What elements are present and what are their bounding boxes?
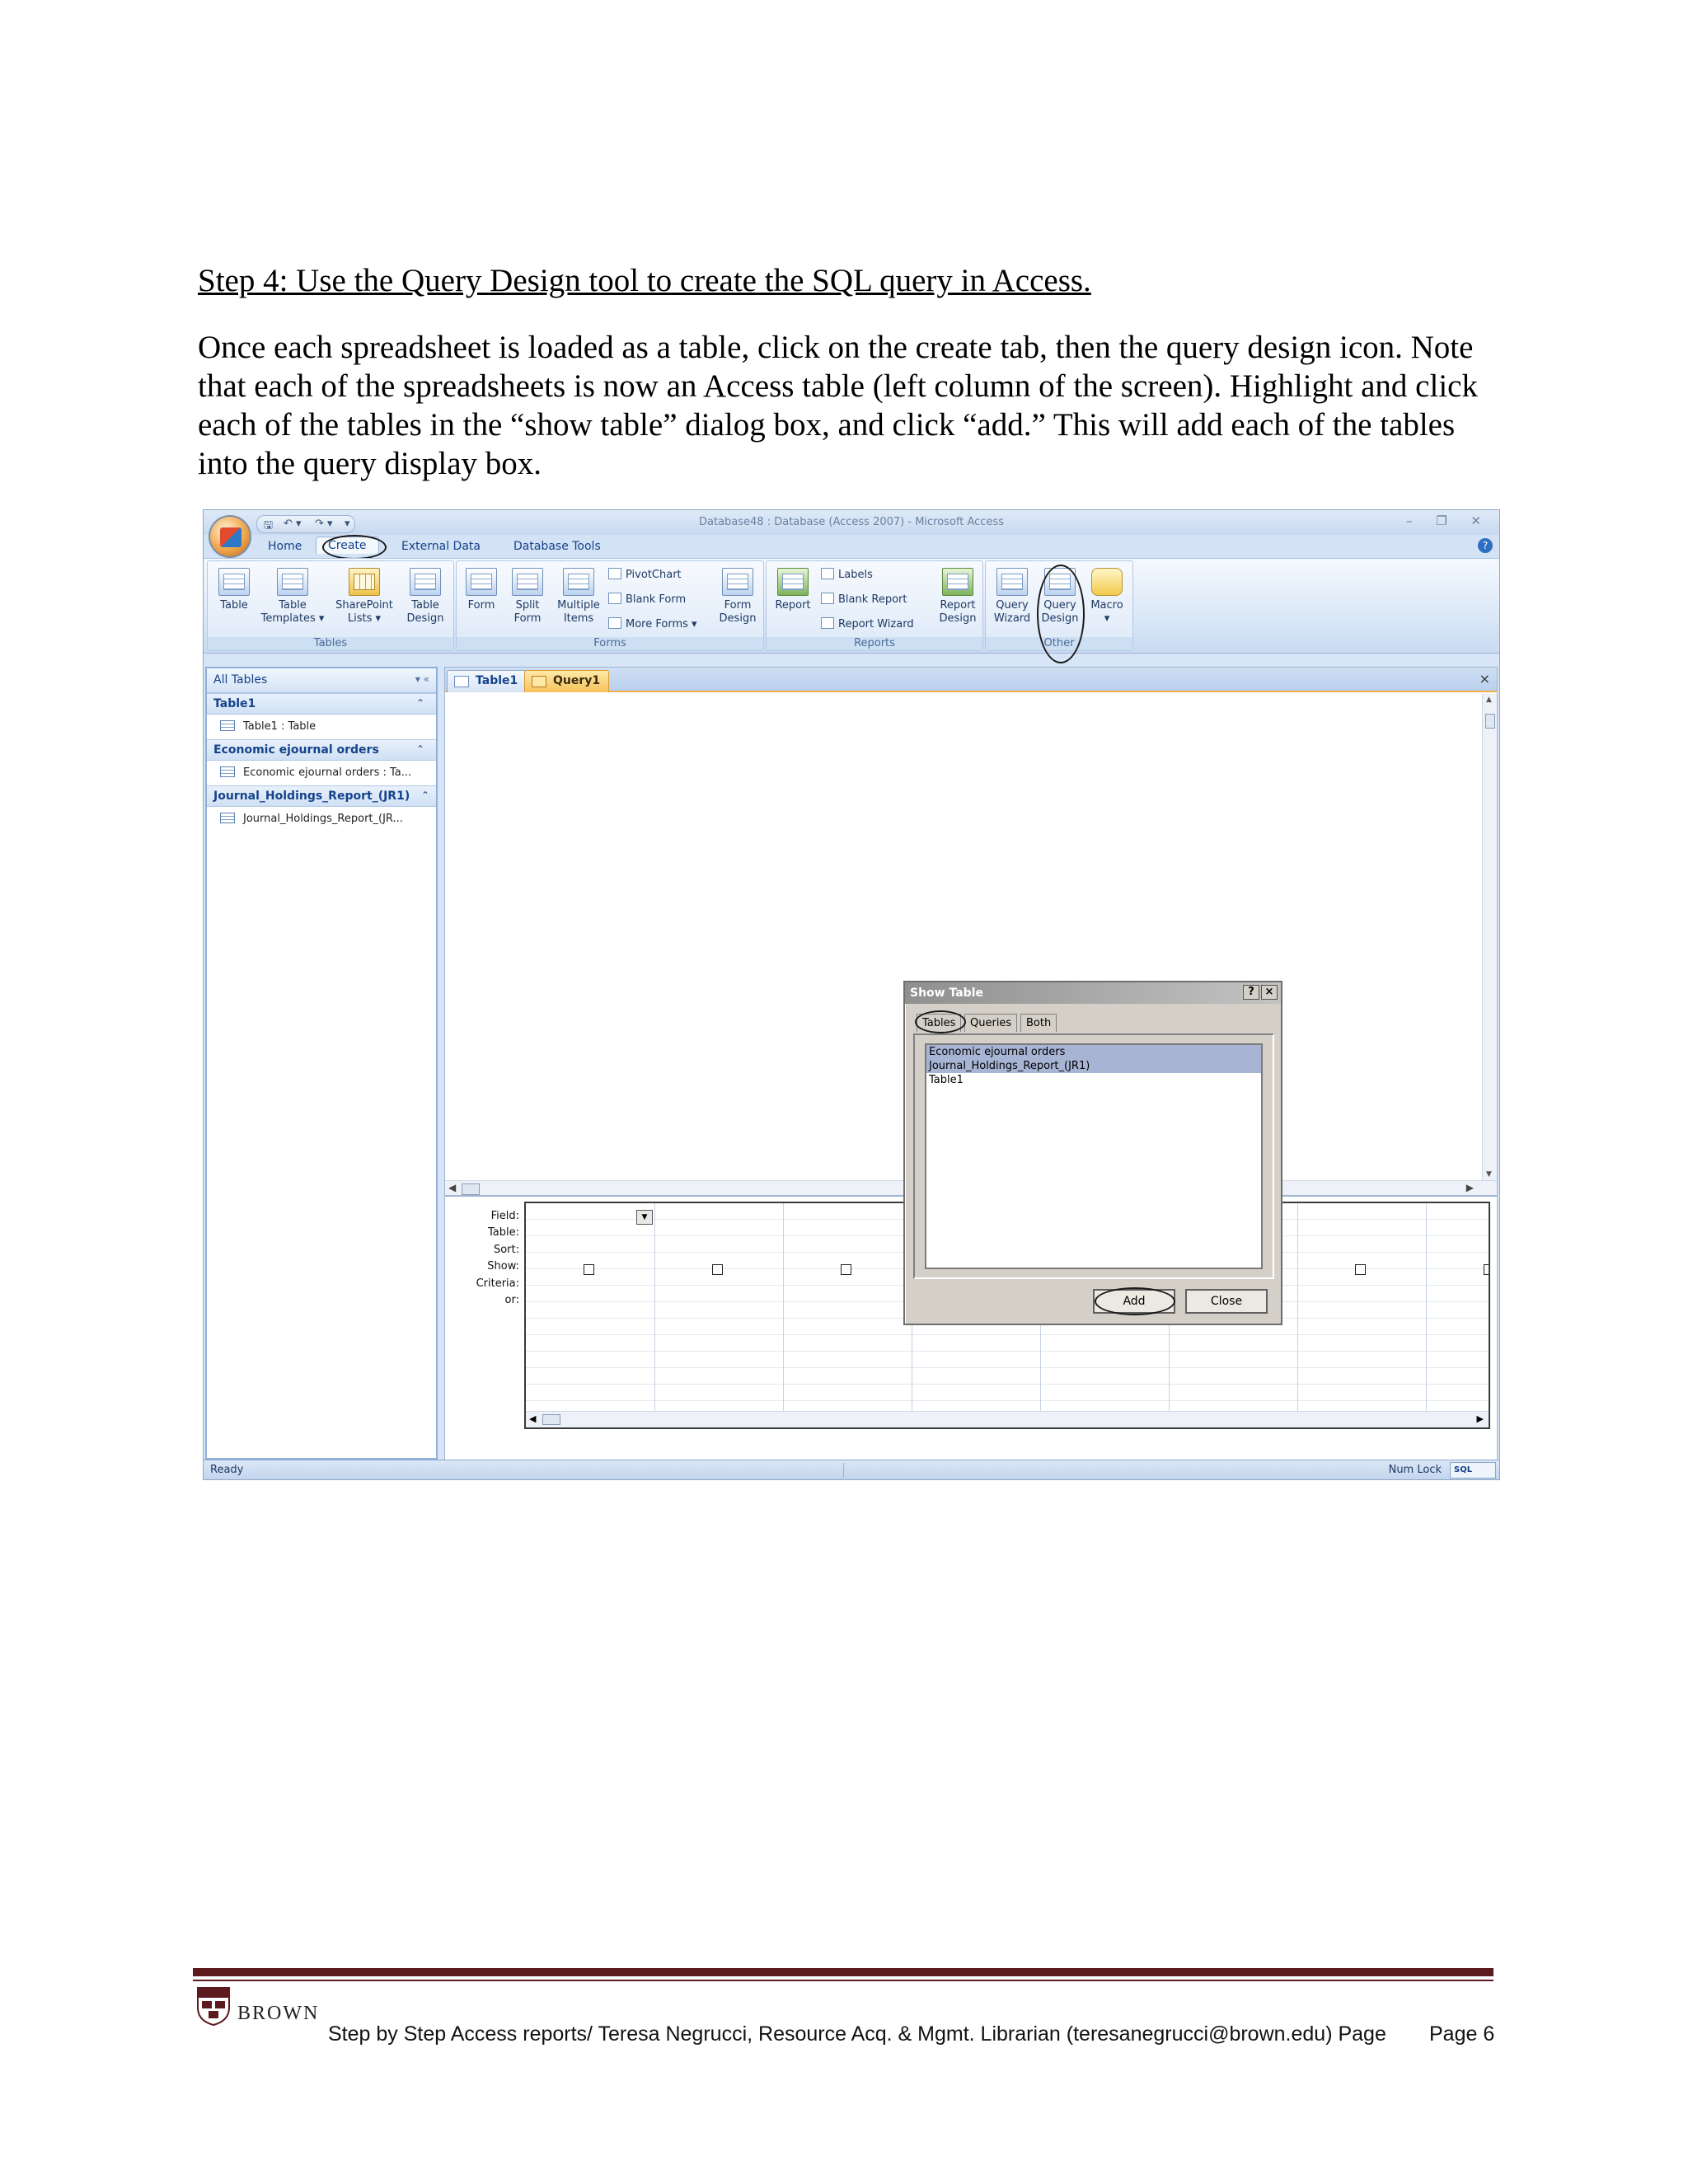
blank-form-icon: [608, 593, 621, 604]
close-document-icon[interactable]: ×: [1479, 671, 1490, 687]
form-design-icon: [722, 568, 753, 596]
field-dropdown-icon[interactable]: ▼: [636, 1210, 653, 1225]
macro-button[interactable]: Macro ▾: [1085, 568, 1129, 626]
query-design-icon: [1044, 568, 1076, 596]
list-item[interactable]: Table1: [929, 1074, 964, 1086]
close-icon[interactable]: ×: [1261, 985, 1278, 1000]
table-templates-icon: [277, 568, 308, 596]
add-button[interactable]: Add: [1093, 1289, 1175, 1314]
dialog-tab-queries[interactable]: Queries: [964, 1014, 1017, 1032]
scroll-thumb[interactable]: [542, 1414, 560, 1425]
multiple-items-button[interactable]: Multiple Items: [552, 568, 605, 626]
form-icon: [466, 568, 497, 596]
form-button[interactable]: Form: [460, 568, 503, 612]
pivotchart-button[interactable]: PivotChart: [608, 568, 682, 581]
table-button[interactable]: Table: [213, 568, 256, 612]
doc-tab-table1[interactable]: Table1: [447, 670, 527, 692]
brown-shield-icon: [196, 1985, 231, 2026]
nav-item-economic-ejournal-orders[interactable]: Economic ejournal orders : Ta...: [207, 761, 436, 785]
scroll-right-icon[interactable]: ▶: [1476, 1413, 1484, 1424]
nav-item-journal-holdings[interactable]: Journal_Holdings_Report_(JR...: [207, 807, 436, 832]
report-button[interactable]: Report: [770, 568, 816, 612]
labels-button[interactable]: Labels: [821, 568, 873, 581]
grid-horizontal-scrollbar[interactable]: [526, 1411, 1489, 1427]
group-tables: [207, 560, 454, 651]
help-icon[interactable]: ?: [1478, 538, 1493, 553]
help-icon[interactable]: ?: [1243, 985, 1259, 1000]
customize-icon[interactable]: ▾: [345, 518, 350, 530]
footer-text: Step by Step Access reports/ Teresa Negrucci, Resource Acq. & Mgmt. Librarian (teresanegrucci@brown.edu) Page: [328, 2022, 1386, 2046]
status-ready: Ready: [210, 1464, 244, 1476]
split-form-button[interactable]: Split Form: [504, 568, 551, 626]
document-heading: Step 4: Use the Query Design tool to create the SQL query in Access.: [198, 263, 1091, 298]
undo-icon[interactable]: ↶ ▾: [284, 518, 302, 530]
table-icon: [220, 766, 235, 777]
collapse-icon[interactable]: ⌃: [415, 743, 424, 755]
status-divider: [843, 1463, 844, 1478]
group-forms: [456, 560, 764, 651]
list-item[interactable]: Journal_Holdings_Report_(JR1): [926, 1059, 1261, 1073]
scroll-thumb[interactable]: [462, 1183, 480, 1195]
status-bar: [204, 1460, 1499, 1479]
redo-icon[interactable]: ↷ ▾: [315, 518, 333, 530]
tab-home[interactable]: Home: [268, 540, 302, 553]
multiple-items-icon: [563, 568, 594, 596]
query-wizard-icon: [996, 568, 1028, 596]
query-icon: [532, 676, 546, 687]
navigation-pane: [205, 667, 438, 1460]
blank-report-button[interactable]: Blank Report: [821, 593, 907, 606]
table-list[interactable]: [925, 1043, 1263, 1269]
close-button[interactable]: Close: [1185, 1289, 1268, 1314]
sharepoint-icon: [349, 568, 380, 596]
title-bar: [204, 510, 1499, 535]
grid-column-divider: [1426, 1203, 1427, 1427]
scroll-up-icon[interactable]: ▲: [1486, 696, 1492, 704]
group-title-tables: Tables: [208, 637, 453, 650]
scroll-thumb[interactable]: [1485, 714, 1495, 729]
document-paragraph: Once each spreadsheet is loaded as a table, click on the create tab, then the query design icon. Note that each of the spreadsheets is now an Access table (left column of the screen). Highlight and click each of the tables in the “show table” dialog box, and click “add.” This will add each of the tables into the query display box.: [198, 330, 1478, 481]
query-wizard-button[interactable]: Query Wizard: [989, 568, 1035, 626]
nav-group-economic-ejournal-orders[interactable]: Economic ejournal orders ⌃: [207, 739, 436, 761]
sharepoint-lists-button[interactable]: SharePoint Lists ▾: [330, 568, 399, 626]
more-forms-button[interactable]: More Forms ▾: [608, 617, 697, 630]
show-checkbox[interactable]: [712, 1264, 723, 1275]
show-checkbox[interactable]: [1355, 1264, 1366, 1275]
grid-column-divider: [1297, 1203, 1298, 1427]
report-icon: [777, 568, 809, 596]
group-other: [985, 560, 1133, 651]
nav-group-journal-holdings[interactable]: Journal_Holdings_Report_(JR1) ⌃: [207, 785, 436, 807]
table-design-icon: [410, 568, 441, 596]
footer-page-number: Page 6: [1429, 2022, 1495, 2046]
query-design-button[interactable]: Query Design: [1037, 568, 1083, 626]
nav-group-table1[interactable]: Table1 ⌃: [207, 693, 436, 715]
show-table-dialog: [903, 981, 1282, 1325]
scroll-left-icon[interactable]: ◀: [448, 1182, 457, 1193]
show-checkbox[interactable]: [584, 1264, 594, 1275]
collapse-icon[interactable]: ⌃: [415, 697, 424, 709]
window-controls[interactable]: – ❐ ✕: [1405, 513, 1491, 528]
access-screenshot: [203, 509, 1500, 1480]
document-tabs: [445, 668, 1497, 692]
report-design-button[interactable]: Report Design: [935, 568, 981, 626]
group-reports: [766, 560, 983, 651]
scroll-left-icon[interactable]: ◀: [529, 1413, 537, 1424]
tab-create[interactable]: Create: [316, 537, 379, 554]
status-num-lock: Num Lock: [1388, 1464, 1442, 1476]
tab-external-data[interactable]: External Data: [401, 540, 481, 553]
macro-icon: [1091, 568, 1123, 596]
dialog-tab-tables[interactable]: Tables: [917, 1014, 961, 1032]
table-icon: [454, 676, 469, 687]
tab-database-tools[interactable]: Database Tools: [513, 540, 601, 553]
quick-access-toolbar[interactable]: [256, 515, 355, 533]
report-design-icon: [942, 568, 973, 596]
scroll-right-icon[interactable]: ▶: [1465, 1182, 1474, 1193]
report-wizard-button[interactable]: Report Wizard: [821, 617, 914, 630]
show-checkbox[interactable]: [1484, 1264, 1490, 1275]
save-icon[interactable]: 🖫: [264, 519, 274, 532]
table-templates-button[interactable]: Table Templates ▾: [257, 568, 328, 626]
dialog-tab-both[interactable]: Both: [1020, 1014, 1057, 1032]
grid-column-divider: [654, 1203, 655, 1427]
footer-rule-thick: [193, 1968, 1493, 1976]
collapse-icon[interactable]: ⌃: [420, 790, 429, 801]
qbe-row-labels: Field: Table: Sort: Show: Criteria: or:: [476, 1210, 519, 1307]
office-logo-icon: [220, 527, 241, 547]
office-button[interactable]: [209, 515, 251, 558]
dialog-title-bar[interactable]: Show Table ? ×: [905, 982, 1281, 1004]
blank-form-button[interactable]: Blank Form: [608, 593, 686, 606]
group-title-forms: Forms: [457, 637, 763, 650]
ribbon: [204, 558, 1499, 654]
doc-tab-query1[interactable]: Query1: [524, 670, 609, 692]
pivotchart-icon: [608, 568, 621, 579]
dialog-tab-panel: [913, 1033, 1274, 1279]
labels-icon: [821, 568, 834, 579]
more-forms-icon: [608, 617, 621, 629]
table-icon: [220, 720, 235, 731]
sql-view-button[interactable]: SQL: [1450, 1462, 1496, 1479]
report-wizard-icon: [821, 617, 834, 629]
form-design-button[interactable]: Form Design: [714, 568, 762, 626]
split-form-icon: [512, 568, 543, 596]
table-icon: [220, 813, 235, 823]
group-title-reports: Reports: [767, 637, 982, 650]
show-checkbox[interactable]: [841, 1264, 851, 1275]
brown-wordmark: BROWN: [237, 2003, 320, 2024]
window-title: Database48 : Database (Access 2007) - Microsoft Access: [699, 516, 1004, 528]
blank-report-icon: [821, 593, 834, 604]
ribbon-tabs: [204, 535, 1499, 558]
vertical-scrollbar[interactable]: [1482, 694, 1497, 1180]
document-area: [444, 667, 1498, 1460]
scroll-down-icon[interactable]: ▼: [1486, 1170, 1492, 1179]
nav-header[interactable]: All Tables ▾ «: [207, 668, 436, 693]
grid-column-divider: [783, 1203, 784, 1427]
group-title-other: Other: [986, 637, 1132, 650]
table-design-button[interactable]: Table Design: [401, 568, 450, 626]
list-item[interactable]: Economic ejournal orders: [926, 1045, 1261, 1059]
nav-header-controls[interactable]: ▾ «: [415, 673, 429, 685]
nav-item-table1[interactable]: Table1 : Table: [207, 715, 436, 739]
table-icon: [218, 568, 250, 596]
footer-rule-thin: [193, 1980, 1493, 1981]
